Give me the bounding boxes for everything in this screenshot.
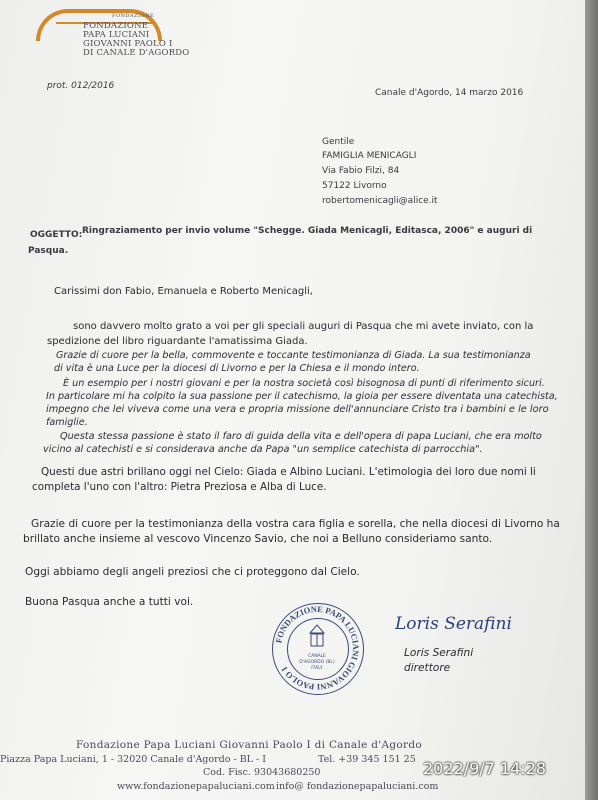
place-date: Canale d'Agordo, 14 marzo 2016 [375,88,524,98]
body-line: sono davvero molto grato a voi per gli speciali auguri di Pasqua che mi avete inviato, con la [73,321,534,332]
foundation-stamp [272,603,364,695]
signer-name: Loris Serafini [404,647,474,659]
body-line: brillato anche insieme al vescovo Vincenzo Savio, che noi a Belluno consideriamo santo. [23,533,493,545]
recipient-salutation: Gentile [322,137,355,147]
body-line: Oggi abbiamo degli angeli preziosi che ci proteggono dal Cielo. [25,566,360,578]
body-line: impegno che lei viveva come una vera e propria missione dell'annunciare Cristo tra i bambini e le loro [46,404,549,415]
subject-text-cont: Pasqua. [28,246,69,256]
body-line: Buona Pasqua anche a tutti voi. [25,596,194,608]
body-line: completa l'uno con l'altro: Pietra Preziosa e Alba di Luce. [32,481,327,493]
body-line: Questi due astri brillano oggi nel Cielo: Giada e Albino Luciani. L'etimologia dei loro due nomi li [41,466,536,478]
protocol-number: prot. 012/2016 [47,81,115,91]
recipient-email: robertomenicagli@alice.it [322,196,438,206]
stamp-ring-text: FONDAZIONE PAPA LUCIANI GIOVANNI PAOLO I [273,603,362,693]
body-line: In particolare mi ha colpito la sua passione per il catechismo, la gioia per essere diventata una catechista, [46,391,558,402]
footer-tel: Tel. +39 345 151 25 [318,754,416,765]
table-edge [585,0,598,800]
body-line: È un esempio per i nostri giovani e per la nostra società così bisognosa di punti di riferimento sicuri. [63,378,545,389]
body-line: famiglie. [46,417,88,428]
logo-small-text: FONDAZIONE [112,13,155,19]
photo-timestamp: 2022/9/7 14:28 [423,759,547,778]
recipient-name: FAMIGLIA MENICAGLI [322,151,417,161]
footer-address: Piazza Papa Luciani, 1 - 32020 Canale d'Agordo - BL - I [0,754,266,765]
footer-email: info@ fondazionepapaluciani.com [276,781,439,792]
body-line: Grazie di cuore per la bella, commovente e toccante testimonianza di Giada. La sua testimonianza [56,350,531,361]
letterhead-line3: GIOVANNI PAOLO I [83,39,173,49]
letterhead-line2: PAPA LUCIANI [83,30,150,40]
body-line: Grazie di cuore per la testimonianza della vostra cara figlia e sorella, che nella diocesi di Livorno ha [31,518,560,530]
body-line: Questa stessa passione è stato il faro di guida della vita e dell'opera di papa Luciani, che era molto [60,431,542,442]
footer-title: Fondazione Papa Luciani Giovanni Paolo I di Canale d'Agordo [76,739,422,751]
handwritten-signature: Loris Serafini [395,614,512,634]
greeting: Carissimi don Fabio, Emanuela e Roberto Menicagli, [54,286,313,297]
signer-title: direttore [404,662,451,674]
stamp-center-text [295,654,339,672]
letterhead-line4: DI CANALE D'AGORDO [83,48,190,58]
subject-label: OGGETTO: [30,230,83,240]
subject-text: Ringraziamento per invio volume "Schegge. Giada Menicagli, Editasca, 2006" e auguri di [82,226,533,236]
recipient-street: Via Fabio Filzi, 84 [322,166,400,176]
footer-codice-fiscale: Cod. Fisc. 93043680250 [203,767,321,778]
body-line: di vita è una Luce per la diocesi di Livorno e per la Chiesa e il mondo intero. [54,363,420,374]
body-line: spedizione del libro riguardante l'amatissima Giada. [47,336,308,347]
footer-website: www.fondazionepapaluciani.com [117,781,275,792]
stamp-center-line2: ITALY [311,666,323,671]
body-line: vicino al catechisti e si considerava anche da Papa "un semplice catechista di parrocchia". [43,444,483,455]
recipient-city: 57122 Livorno [322,181,387,191]
letterhead-line1: FONDAZIONE [83,21,149,31]
stamp-center-line1: CANALE D'AGORDO (BL) [299,654,335,665]
